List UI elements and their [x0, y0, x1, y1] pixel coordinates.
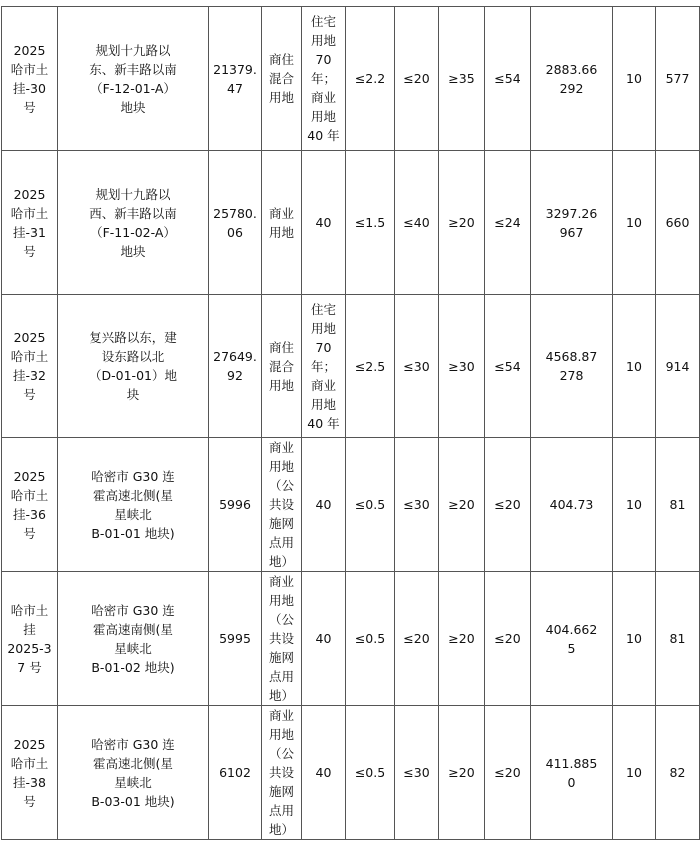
- building-density-cell: ≤20: [395, 7, 439, 151]
- building-height-cell: ≤20: [485, 572, 531, 706]
- deposit-cell: 81: [656, 572, 700, 706]
- deposit-cell: 82: [656, 706, 700, 840]
- floor-area-ratio-cell: ≤1.5: [346, 151, 395, 295]
- land-use-cell: 商住 混合 用地: [262, 7, 302, 151]
- use-term-cell: 40: [302, 706, 346, 840]
- land-use-cell: 商业 用地 （公 共设 施网 点用 地）: [262, 572, 302, 706]
- bid-increment-cell: 10: [613, 7, 656, 151]
- parcel-location-cell: 哈密市 G30 连 霍高速北侧(星 星峡北 B-03-01 地块): [58, 706, 209, 840]
- deposit-cell: 914: [656, 295, 700, 438]
- parcel-area-cell: 5996: [209, 438, 262, 572]
- floor-area-ratio-cell: ≤0.5: [346, 706, 395, 840]
- parcel-id-cell: 2025 哈市土 挂-31 号: [2, 151, 58, 295]
- use-term-cell: 40: [302, 438, 346, 572]
- starting-price-cell: 404.662 5: [531, 572, 613, 706]
- parcel-area-cell: 21379. 47: [209, 7, 262, 151]
- land-use-cell: 商业 用地 （公 共设 施网 点用 地）: [262, 706, 302, 840]
- land-use-cell: 商业 用地 （公 共设 施网 点用 地）: [262, 438, 302, 572]
- table-row: [2, 151, 700, 295]
- parcel-id-cell: 2025 哈市土 挂-36 号: [2, 438, 58, 572]
- parcel-id-cell: 哈市土 挂 2025-3 7 号: [2, 572, 58, 706]
- starting-price-cell: 2883.66 292: [531, 7, 613, 151]
- floor-area-ratio-cell: ≤0.5: [346, 438, 395, 572]
- bid-increment-cell: 10: [613, 706, 656, 840]
- building-density-cell: ≤30: [395, 438, 439, 572]
- use-term-cell: 住宅 用地 70 年； 商业 用地 40 年: [302, 7, 346, 151]
- use-term-cell: 40: [302, 151, 346, 295]
- parcel-area-cell: 5995: [209, 572, 262, 706]
- bid-increment-cell: 10: [613, 438, 656, 572]
- table-row: [2, 7, 700, 151]
- green-ratio-cell: ≥20: [439, 151, 485, 295]
- use-term-cell: 住宅 用地 70 年； 商业 用地 40 年: [302, 295, 346, 438]
- building-height-cell: ≤54: [485, 7, 531, 151]
- bid-increment-cell: 10: [613, 151, 656, 295]
- building-density-cell: ≤40: [395, 151, 439, 295]
- bid-increment-cell: 10: [613, 572, 656, 706]
- land-use-cell: 商住 混合 用地: [262, 295, 302, 438]
- use-term-cell: 40: [302, 572, 346, 706]
- table-row: [2, 438, 700, 572]
- green-ratio-cell: ≥30: [439, 295, 485, 438]
- building-height-cell: ≤54: [485, 295, 531, 438]
- deposit-cell: 660: [656, 151, 700, 295]
- table-row: [2, 295, 700, 438]
- green-ratio-cell: ≥20: [439, 438, 485, 572]
- parcel-location-cell: 哈密市 G30 连 霍高速北侧(星 星峡北 B-01-01 地块): [58, 438, 209, 572]
- building-height-cell: ≤20: [485, 438, 531, 572]
- parcel-location-cell: 复兴路以东，建 设东路以北 （D-01-01）地 块: [58, 295, 209, 438]
- starting-price-cell: 4568.87 278: [531, 295, 613, 438]
- building-density-cell: ≤30: [395, 295, 439, 438]
- floor-area-ratio-cell: ≤0.5: [346, 572, 395, 706]
- parcel-id-cell: 2025 哈市土 挂-30 号: [2, 7, 58, 151]
- parcel-location-cell: 规划十九路以 西、新丰路以南 （F-11-02-A） 地块: [58, 151, 209, 295]
- building-height-cell: ≤20: [485, 706, 531, 840]
- land-parcel-table: [1, 6, 700, 840]
- parcel-id-cell: 2025 哈市土 挂-38 号: [2, 706, 58, 840]
- parcel-area-cell: 27649. 92: [209, 295, 262, 438]
- parcel-area-cell: 25780. 06: [209, 151, 262, 295]
- green-ratio-cell: ≥35: [439, 7, 485, 151]
- deposit-cell: 577: [656, 7, 700, 151]
- building-density-cell: ≤20: [395, 572, 439, 706]
- green-ratio-cell: ≥20: [439, 572, 485, 706]
- starting-price-cell: 3297.26 967: [531, 151, 613, 295]
- parcel-location-cell: 哈密市 G30 连 霍高速南侧(星 星峡北 B-01-02 地块): [58, 572, 209, 706]
- parcel-area-cell: 6102: [209, 706, 262, 840]
- starting-price-cell: 411.885 0: [531, 706, 613, 840]
- deposit-cell: 81: [656, 438, 700, 572]
- parcel-location-cell: 规划十九路以 东、新丰路以南 （F-12-01-A） 地块: [58, 7, 209, 151]
- parcel-id-cell: 2025 哈市土 挂-32 号: [2, 295, 58, 438]
- table-row: [2, 706, 700, 840]
- land-use-cell: 商业 用地: [262, 151, 302, 295]
- table-row: [2, 572, 700, 706]
- floor-area-ratio-cell: ≤2.5: [346, 295, 395, 438]
- bid-increment-cell: 10: [613, 295, 656, 438]
- floor-area-ratio-cell: ≤2.2: [346, 7, 395, 151]
- green-ratio-cell: ≥20: [439, 706, 485, 840]
- starting-price-cell: 404.73: [531, 438, 613, 572]
- building-height-cell: ≤24: [485, 151, 531, 295]
- building-density-cell: ≤30: [395, 706, 439, 840]
